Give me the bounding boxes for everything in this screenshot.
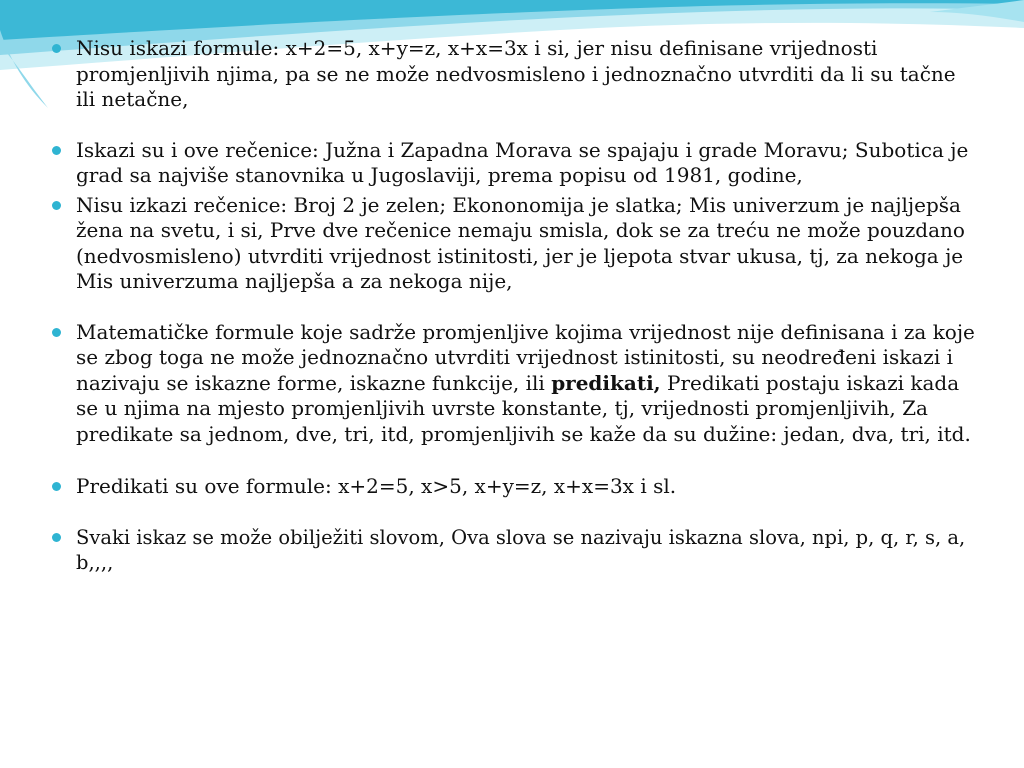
bullet-text: Iskazi su i ove rečenice: Južna i Zapadna Morava se spajaju i grade Moravu; Subotica je grad sa najviše stanovnika u Jugoslaviji, prema popisu od 1981, godine, (76, 137, 969, 187)
bullet-text: Nisu iskazi formule: x+2=5, x+y=z, x+x=3x i si, jer nisu definisane vrijednosti promjenljivih njima, pa se ne može nedvosmisleno i jednoznačno utvrditi da li su tačne ili netačne, (76, 36, 956, 111)
bullet-item (52, 525, 977, 576)
bullet-text-bold: predikati, (551, 370, 661, 395)
bullet-text: Predikati su ove formule: x+2=5, x>5, x+y=z, x+x=3x i sl. (76, 474, 677, 498)
bullet-dot-icon (52, 328, 61, 337)
bullet-item (52, 138, 977, 189)
bullet-item (52, 474, 977, 500)
bullet-text: Nisu izkazi rečenice: Broj 2 je zelen; Ekononomija je slatka; Mis univerzum je najljepša žena na svetu, i si, Prve dve rečenice nemaju smisla, dok se za treću ne može pouzdano (nedvosmisleno) utvrditi vrijednost istinitosti, jer je ljepota stvar ukusa, tj, za nekoga je Mis univerzuma najljepša a za nekoga nije, (76, 192, 965, 293)
bullet-text: Svaki iskaz se može obilježiti slovom, Ova slova se nazivaju iskazna slova, npi, p, q, r, s, a, b,,,, (76, 525, 966, 574)
bullet-text-before: Matematičke formule koje sadrže promjenljive kojima vrijednost nije definisana i za koje se zbog toga ne može jednoznačno utvrditi vrijednost istinitosti, su neodređeni iskazi i nazivaju se iskazne forme, iskazne funkcije, ili (76, 319, 975, 395)
bullet-dot-icon (52, 482, 61, 491)
bullet-dot-icon (52, 201, 61, 210)
bullet-item (52, 193, 977, 295)
bullet-dot-icon (52, 146, 61, 155)
bullet-text (76, 320, 977, 448)
bullet-dot-icon (52, 533, 61, 542)
bullet-dot-icon (52, 44, 61, 53)
bullet-item (52, 320, 977, 448)
bullet-item (52, 36, 977, 113)
bullet-text-after: Predikati postaju iskazi kada se u njima na mjesto promjenljivih uvrste konstante, tj, vrijednosti promjenljivih, Za predikate sa jednom, dve, tri, itd, promjenljivih se kaže da su dužine: jedan, dva, tri, itd. (76, 370, 971, 446)
slide-content (52, 36, 977, 576)
